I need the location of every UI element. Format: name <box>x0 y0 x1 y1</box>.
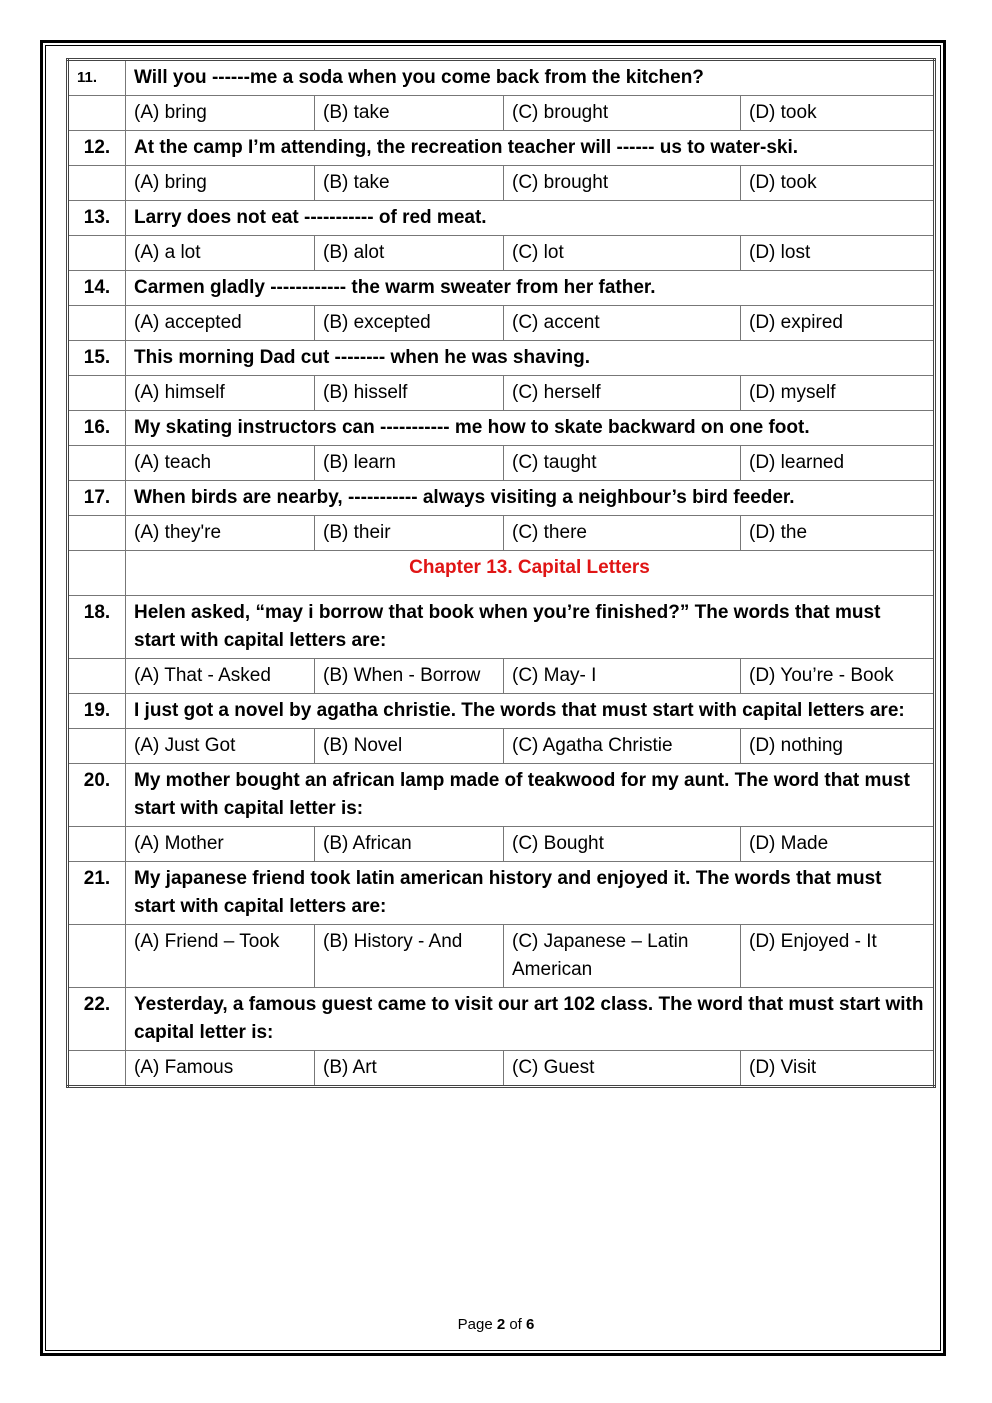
options-row <box>68 516 935 551</box>
empty-number-cell <box>68 1051 126 1087</box>
question-row <box>68 764 935 827</box>
question-text: Yesterday, a famous guest came to visit our art 102 class. The word that must start with capital letter is: <box>126 988 935 1051</box>
question-text: My japanese friend took latin american history and enjoyed it. The words that must start with capital letters are: <box>126 862 935 925</box>
question-row <box>68 481 935 516</box>
answer-option-d: (D) took <box>741 96 935 131</box>
answer-option-a: (A) accepted <box>126 306 315 341</box>
answer-option-a: (A) teach <box>126 446 315 481</box>
question-text: When birds are nearby, ----------- always visiting a neighbour’s bird feeder. <box>126 481 935 516</box>
answer-option-c: (C) taught <box>504 446 741 481</box>
chapter-num-cell <box>68 551 126 596</box>
question-text: My skating instructors can ----------- me how to skate backward on one foot. <box>126 411 935 446</box>
question-number: 15. <box>68 341 126 376</box>
answer-option-a: (A) Just Got <box>126 729 315 764</box>
answer-option-b: (B) Art <box>315 1051 504 1087</box>
answer-option-d: (D) You’re - Book <box>741 659 935 694</box>
question-number: 21. <box>68 862 126 925</box>
answer-option-b: (B) hisself <box>315 376 504 411</box>
footer-current-page: 2 <box>496 1316 506 1333</box>
question-row <box>68 988 935 1051</box>
question-row <box>68 131 935 166</box>
question-text: I just got a novel by agatha christie. The words that must start with capital letters are: <box>126 694 935 729</box>
question-table <box>66 58 936 1088</box>
options-row <box>68 446 935 481</box>
footer-middle: of <box>505 1316 527 1333</box>
answer-option-c: (C) there <box>504 516 741 551</box>
answer-option-b: (B) take <box>315 166 504 201</box>
question-text: Will you ------me a soda when you come back from the kitchen? <box>126 60 935 96</box>
question-number: 22. <box>68 988 126 1051</box>
empty-number-cell <box>68 827 126 862</box>
options-row <box>68 925 935 988</box>
question-text: Carmen gladly ------------ the warm sweater from her father. <box>126 271 935 306</box>
options-row <box>68 659 935 694</box>
question-text: At the camp I’m attending, the recreation teacher will ------ us to water-ski. <box>126 131 935 166</box>
answer-option-a: (A) That - Asked <box>126 659 315 694</box>
answer-option-c: (C) Guest <box>504 1051 741 1087</box>
answer-option-a: (A) they're <box>126 516 315 551</box>
answer-option-b: (B) African <box>315 827 504 862</box>
answer-option-b: (B) Novel <box>315 729 504 764</box>
answer-option-b: (B) their <box>315 516 504 551</box>
options-row <box>68 96 935 131</box>
question-text: My mother bought an african lamp made of teakwood for my aunt. The word that must start with capital letter is: <box>126 764 935 827</box>
answer-option-c: (C) Agatha Christie <box>504 729 741 764</box>
answer-option-b: (B) learn <box>315 446 504 481</box>
options-row <box>68 827 935 862</box>
options-row <box>68 729 935 764</box>
question-row <box>68 862 935 925</box>
page-footer <box>0 1316 992 1333</box>
footer-prefix: Page <box>457 1316 497 1333</box>
empty-number-cell <box>68 516 126 551</box>
answer-option-b: (B) excepted <box>315 306 504 341</box>
options-row <box>68 376 935 411</box>
question-number: 20. <box>68 764 126 827</box>
answer-option-c: (C) lot <box>504 236 741 271</box>
answer-option-d: (D) learned <box>741 446 935 481</box>
question-number: 12. <box>68 131 126 166</box>
answer-option-c: (C) Japanese – Latin American <box>504 925 741 988</box>
answer-option-b: (B) History - And <box>315 925 504 988</box>
options-row <box>68 166 935 201</box>
answer-option-c: (C) accent <box>504 306 741 341</box>
answer-option-c: (C) herself <box>504 376 741 411</box>
empty-number-cell <box>68 166 126 201</box>
question-row <box>68 596 935 659</box>
answer-option-a: (A) Famous <box>126 1051 315 1087</box>
answer-option-c: (C) May- I <box>504 659 741 694</box>
question-number: 19. <box>68 694 126 729</box>
question-number: 11. <box>68 60 126 96</box>
empty-number-cell <box>68 729 126 764</box>
question-text: This morning Dad cut -------- when he was shaving. <box>126 341 935 376</box>
empty-number-cell <box>68 306 126 341</box>
question-text: Helen asked, “may i borrow that book when you’re finished?” The words that must start with capital letters are: <box>126 596 935 659</box>
answer-option-a: (A) Mother <box>126 827 315 862</box>
answer-option-a: (A) himself <box>126 376 315 411</box>
chapter-title: Chapter 13. Capital Letters <box>126 551 935 596</box>
question-row <box>68 271 935 306</box>
empty-number-cell <box>68 659 126 694</box>
empty-number-cell <box>68 376 126 411</box>
answer-option-c: (C) brought <box>504 96 741 131</box>
answer-option-b: (B) alot <box>315 236 504 271</box>
options-row <box>68 236 935 271</box>
answer-option-d: (D) nothing <box>741 729 935 764</box>
options-row <box>68 1051 935 1087</box>
answer-option-b: (B) take <box>315 96 504 131</box>
answer-option-a: (A) bring <box>126 96 315 131</box>
answer-option-d: (D) lost <box>741 236 935 271</box>
question-row <box>68 201 935 236</box>
answer-option-d: (D) myself <box>741 376 935 411</box>
empty-number-cell <box>68 446 126 481</box>
question-number: 13. <box>68 201 126 236</box>
empty-number-cell <box>68 925 126 988</box>
question-row <box>68 694 935 729</box>
question-text: Larry does not eat ----------- of red meat. <box>126 201 935 236</box>
question-number: 17. <box>68 481 126 516</box>
answer-option-d: (D) Enjoyed - It <box>741 925 935 988</box>
answer-option-d: (D) Made <box>741 827 935 862</box>
question-row <box>68 411 935 446</box>
answer-option-a: (A) a lot <box>126 236 315 271</box>
question-row <box>68 341 935 376</box>
answer-option-d: (D) expired <box>741 306 935 341</box>
question-row <box>68 60 935 96</box>
options-row <box>68 306 935 341</box>
footer-total-pages: 6 <box>526 1316 535 1333</box>
chapter-row <box>68 551 935 596</box>
answer-option-d: (D) took <box>741 166 935 201</box>
answer-option-c: (C) Bought <box>504 827 741 862</box>
answer-option-c: (C) brought <box>504 166 741 201</box>
answer-option-a: (A) bring <box>126 166 315 201</box>
answer-option-d: (D) Visit <box>741 1051 935 1087</box>
answer-option-a: (A) Friend – Took <box>126 925 315 988</box>
empty-number-cell <box>68 96 126 131</box>
answer-option-b: (B) When - Borrow <box>315 659 504 694</box>
question-number: 14. <box>68 271 126 306</box>
question-number: 18. <box>68 596 126 659</box>
empty-number-cell <box>68 236 126 271</box>
answer-option-d: (D) the <box>741 516 935 551</box>
question-number: 16. <box>68 411 126 446</box>
